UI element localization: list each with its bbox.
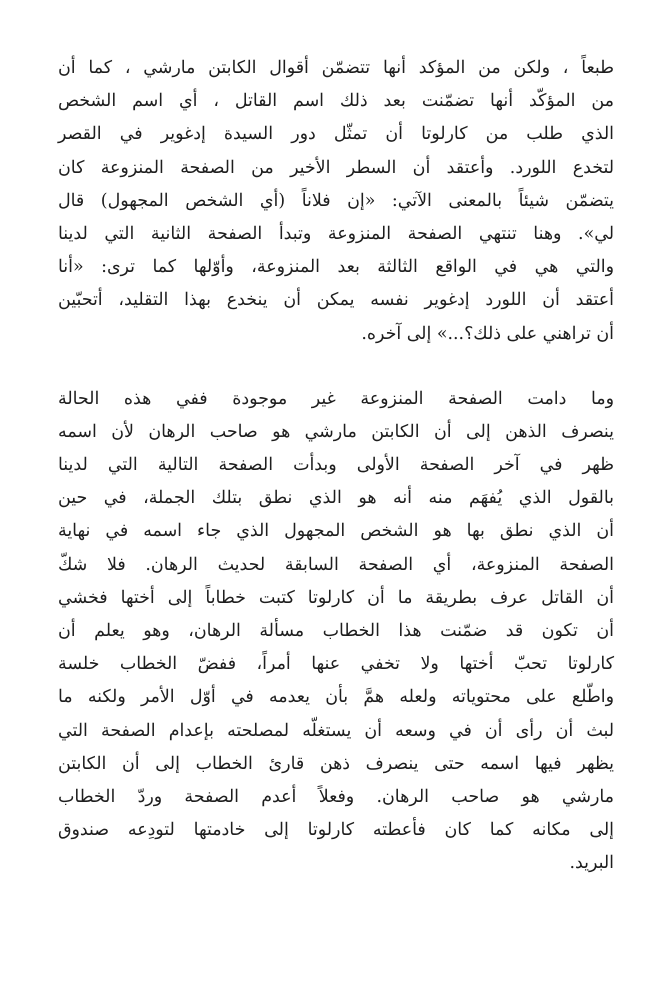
text-line: طبعاً ، ولكن من المؤكد أنها تتضمّن أقوال الكابتن مارشي ، كما أن xyxy=(58,58,614,78)
text-line: يظهر فيها اسمه حتى ينصرف ذهن قارئ الخطاب إلى أن الكابتن xyxy=(58,753,614,774)
text-line: مارشي هو صاحب الرهان. وفعلاً أعدم الصفحة وردّ الخطاب xyxy=(58,786,614,807)
text-line: إلى مكانه كما كان فأعطته كارلوتا إلى خادمتها لتودِعه صندوق xyxy=(58,820,614,841)
text-line: أعتقد أن اللورد إدغوير نفسه يمكن أن ينخدع بهذا التقليد، أتحبّين xyxy=(58,290,614,311)
text-line: أن الذي نطق بها هو الشخص المجهول الذي جاء اسمه في نهاية xyxy=(58,521,614,542)
text-line: واطّلع على محتوياته ولعله همَّ بأن يعدمه في أوّل الأمر ولكنه ما xyxy=(58,687,614,708)
text-line: ظهر في آخر الصفحة الأولى وبدأت الصفحة التالية التي لدينا xyxy=(58,455,614,476)
text-line: يتضمّن شيئاً بالمعنى الآتي: «إن فلاناً (أي الشخص المجهول) قال xyxy=(58,190,614,211)
text-line: والتي هي في الواقع الثالثة بعد المنزوعة، وأوّلها كما ترى: «أنا xyxy=(58,257,614,278)
text-line: لتخدع اللورد. وأعتقد أن السطر الأخير من الصفحة المنزوعة كان xyxy=(58,157,614,178)
text-line: لبث أن رأى أن في وسعه أن يستغلّه لمصلحته بإعدام الصفحة التي xyxy=(58,720,614,741)
paragraph-spacer xyxy=(58,351,614,383)
text-line: لي». وهنا تنتهي الصفحة المنزوعة وتبدأ الصفحة الثانية التي لدينا xyxy=(58,223,614,244)
book-page xyxy=(58,52,614,881)
text-line: من المؤكّد أنها تضمّنت بعد ذلك اسم القاتل ، أي اسم الشخص xyxy=(58,91,614,112)
text-line: كارلوتا تحبّ أختها ولا تخفي عنها أمراً، ففضّ الخطاب خلسة xyxy=(58,654,614,675)
text-line: ينصرف الذهن إلى أن الكابتن مارشي هو صاحب الرهان لأن اسمه xyxy=(58,421,614,442)
text-line: بالقول الذي يُفهَم منه أنه هو الذي نطق بتلك الجملة، في حين xyxy=(58,488,614,509)
text-line: البريد. xyxy=(569,853,614,874)
text-line: وما دامت الصفحة المنزوعة غير موجودة ففي هذه الحالة xyxy=(58,388,614,409)
text-line: الصفحة المنزوعة، أي الصفحة السابقة لحديث الرهان. فلا شكّ xyxy=(58,554,614,575)
text-line: أن القاتل عرف بطريقة ما أن كارلوتا كتبت خطاباً إلى أختها فخشي xyxy=(58,587,614,608)
text-line: أن تكون قد ضمّنت هذا الخطاب مسألة الرهان، وهو يعلم أن xyxy=(58,621,614,641)
text-line: أن تراهني على ذلك؟...» إلى آخره. xyxy=(361,323,614,344)
paragraph-1 xyxy=(58,52,614,351)
text-line: الذي طلب من كارلوتا أن تمثّل دور السيدة إدغوير في القصر xyxy=(58,124,614,145)
paragraph-2 xyxy=(58,383,614,881)
